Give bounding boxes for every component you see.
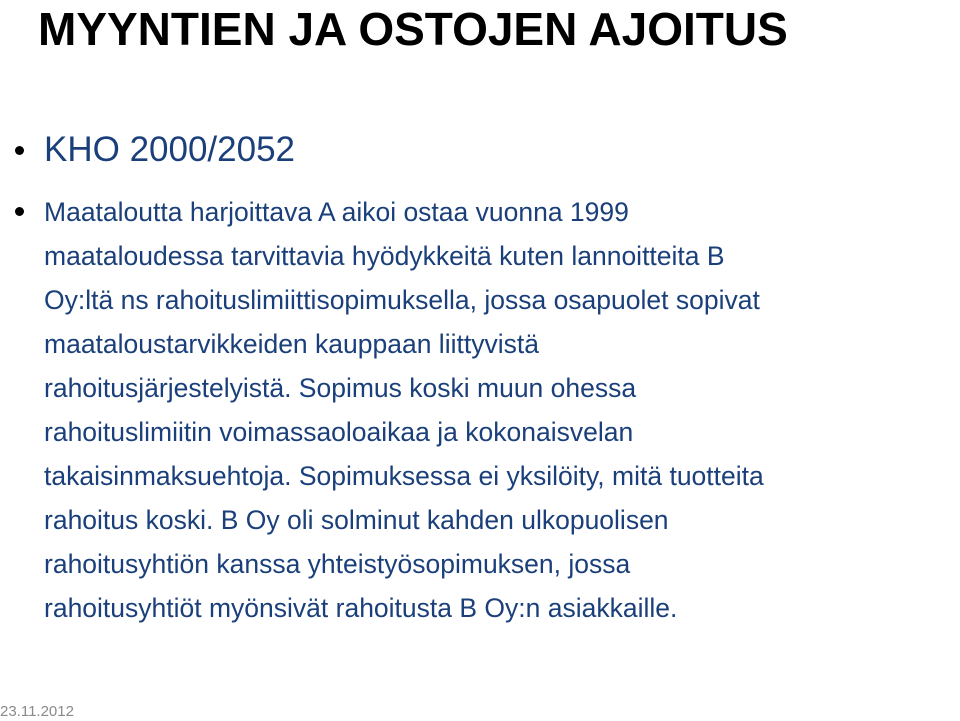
body-text-line: rahoitusjärjestelyistä. Sopimus koski muun ohessa [44, 373, 637, 403]
body-text-line: maataloudessa tarvittavia hyödykkeitä kuten lannoitteita B [44, 241, 725, 271]
footer-date: 23.11.2012 [0, 703, 74, 720]
body-text-line: takaisinmaksuehtoja. Sopimuksessa ei yksilöity, mitä tuotteita [44, 461, 764, 491]
body-text-line: Maataloutta harjoittava A aikoi ostaa vuonna 1999 [44, 197, 629, 227]
bullet-item-case-reference: KHO 2000/2052 [44, 130, 296, 169]
body-text-line: rahoituslimiitin voimassaoloaikaa ja kokonaisvelan [44, 417, 634, 447]
slide-title: MYYNTIEN JA OSTOJEN AJOITUS [38, 3, 788, 55]
body-text-line: rahoitusyhtiöt myönsivät rahoitusta B Oy:n asiakkaille. [44, 593, 678, 623]
body-text-line: maataloustarvikkeiden kauppaan liittyvistä [44, 329, 539, 359]
bullet-dot-icon [15, 207, 24, 216]
body-text-line: Oy:ltä ns rahoituslimiittisopimuksella, jossa osapuolet sopivat [44, 285, 760, 315]
body-text-line: rahoitusyhtiön kanssa yhteistyösopimuksen, jossa [44, 549, 631, 579]
bullet-dot-icon [15, 146, 24, 155]
body-text-line: rahoitus koski. B Oy oli solminut kahden ulkopuolisen [44, 505, 669, 535]
bullet-item-case-description [44, 190, 956, 630]
